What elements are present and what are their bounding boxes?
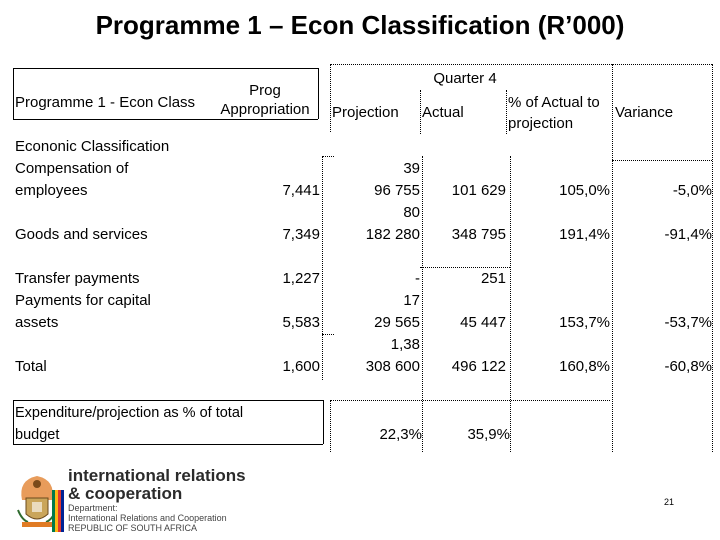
row-actual: 348 795	[451, 226, 506, 243]
header-actual: Actual	[422, 104, 464, 121]
section-label: Econonic Classification	[15, 138, 170, 155]
row-projection: 1,38	[390, 336, 420, 353]
grid-line	[322, 334, 334, 335]
grid-line	[322, 156, 323, 380]
footer-label: budget	[15, 427, 60, 443]
header-projection: Projection	[332, 104, 399, 121]
header-variance: Variance	[615, 104, 674, 121]
row-label: Compensation of	[15, 160, 129, 177]
logo-line1: international relations	[68, 466, 246, 485]
grid-line	[330, 64, 712, 65]
grid-line	[13, 119, 318, 120]
row-projection: 308 600	[365, 358, 420, 375]
header-quarter: Quarter 4	[433, 70, 497, 87]
grid-line	[422, 156, 423, 452]
grid-line	[420, 90, 421, 134]
footer-projection: 22,3%	[379, 426, 422, 443]
row-label: assets	[15, 314, 59, 331]
row-actual: 45 447	[460, 314, 506, 331]
row-appropriation: 1,227	[282, 270, 320, 287]
grid-line	[510, 156, 511, 452]
row-pct: 191,4%	[559, 226, 610, 243]
header-prog: Prog	[249, 82, 281, 99]
grid-line	[330, 64, 331, 132]
row-pct: 160,8%	[559, 358, 610, 375]
row-variance: -5,0%	[672, 182, 712, 199]
header-appropriation: Appropriation	[220, 101, 310, 118]
grid-line	[712, 64, 713, 452]
grid-line	[13, 68, 14, 119]
grid-line	[506, 90, 507, 134]
grid-line	[13, 68, 318, 69]
row-variance: -60,8%	[664, 358, 712, 375]
row-variance: -91,4%	[664, 226, 712, 243]
logo-dept1: Department:	[68, 503, 118, 513]
grid-line	[322, 156, 334, 157]
grid-line	[420, 267, 510, 268]
flag-stripe-icon	[52, 490, 64, 532]
grid-line	[612, 160, 712, 161]
row-projection: 39	[403, 160, 420, 177]
row-projection: -	[415, 270, 420, 287]
row-appropriation: 7,441	[282, 182, 320, 199]
row-projection: 80	[403, 204, 420, 221]
grid-line	[330, 400, 331, 452]
row-projection: 29 565	[374, 314, 420, 331]
row-variance: -53,7%	[664, 314, 712, 331]
row-label: Transfer payments	[15, 270, 140, 287]
row-label: Goods and services	[15, 226, 148, 243]
grid-line	[13, 400, 323, 401]
row-projection: 182 280	[365, 226, 420, 243]
row-pct: 105,0%	[559, 182, 610, 199]
row-pct: 153,7%	[559, 314, 610, 331]
header-econ-class: Programme 1 - Econ Class	[15, 94, 196, 111]
grid-line	[13, 400, 14, 444]
page-number: 21	[664, 497, 675, 507]
logo-dept2: International Relations and Cooperation	[68, 513, 227, 523]
row-actual: 251	[480, 270, 506, 287]
row-appropriation: 5,583	[282, 314, 320, 331]
logo-dept3: REPUBLIC OF SOUTH AFRICA	[68, 523, 198, 533]
grid-line	[330, 400, 610, 401]
footer-label: Expenditure/projection as % of total	[15, 405, 244, 421]
grid-line	[323, 400, 324, 444]
slide-title: Programme 1 – Econ Classification (R’000)	[95, 10, 625, 40]
row-appropriation: 1,600	[282, 358, 320, 375]
grid-line	[318, 68, 319, 119]
grid-line	[612, 64, 613, 452]
row-projection: 17	[403, 292, 420, 309]
row-projection: 96 755	[374, 182, 420, 199]
row-label: employees	[15, 182, 88, 199]
header-pct-line2: projection	[508, 115, 574, 132]
row-label: Payments for capital	[15, 292, 151, 309]
header-pct-line1: % of Actual to	[508, 94, 600, 111]
grid-line	[13, 444, 323, 445]
row-actual: 101 629	[451, 182, 506, 199]
logo-line2: & cooperation	[68, 484, 183, 503]
row-label-total: Total	[15, 358, 47, 375]
row-appropriation: 7,349	[282, 226, 320, 243]
row-actual: 496 122	[451, 358, 506, 375]
footer-actual: 35,9%	[467, 426, 510, 443]
